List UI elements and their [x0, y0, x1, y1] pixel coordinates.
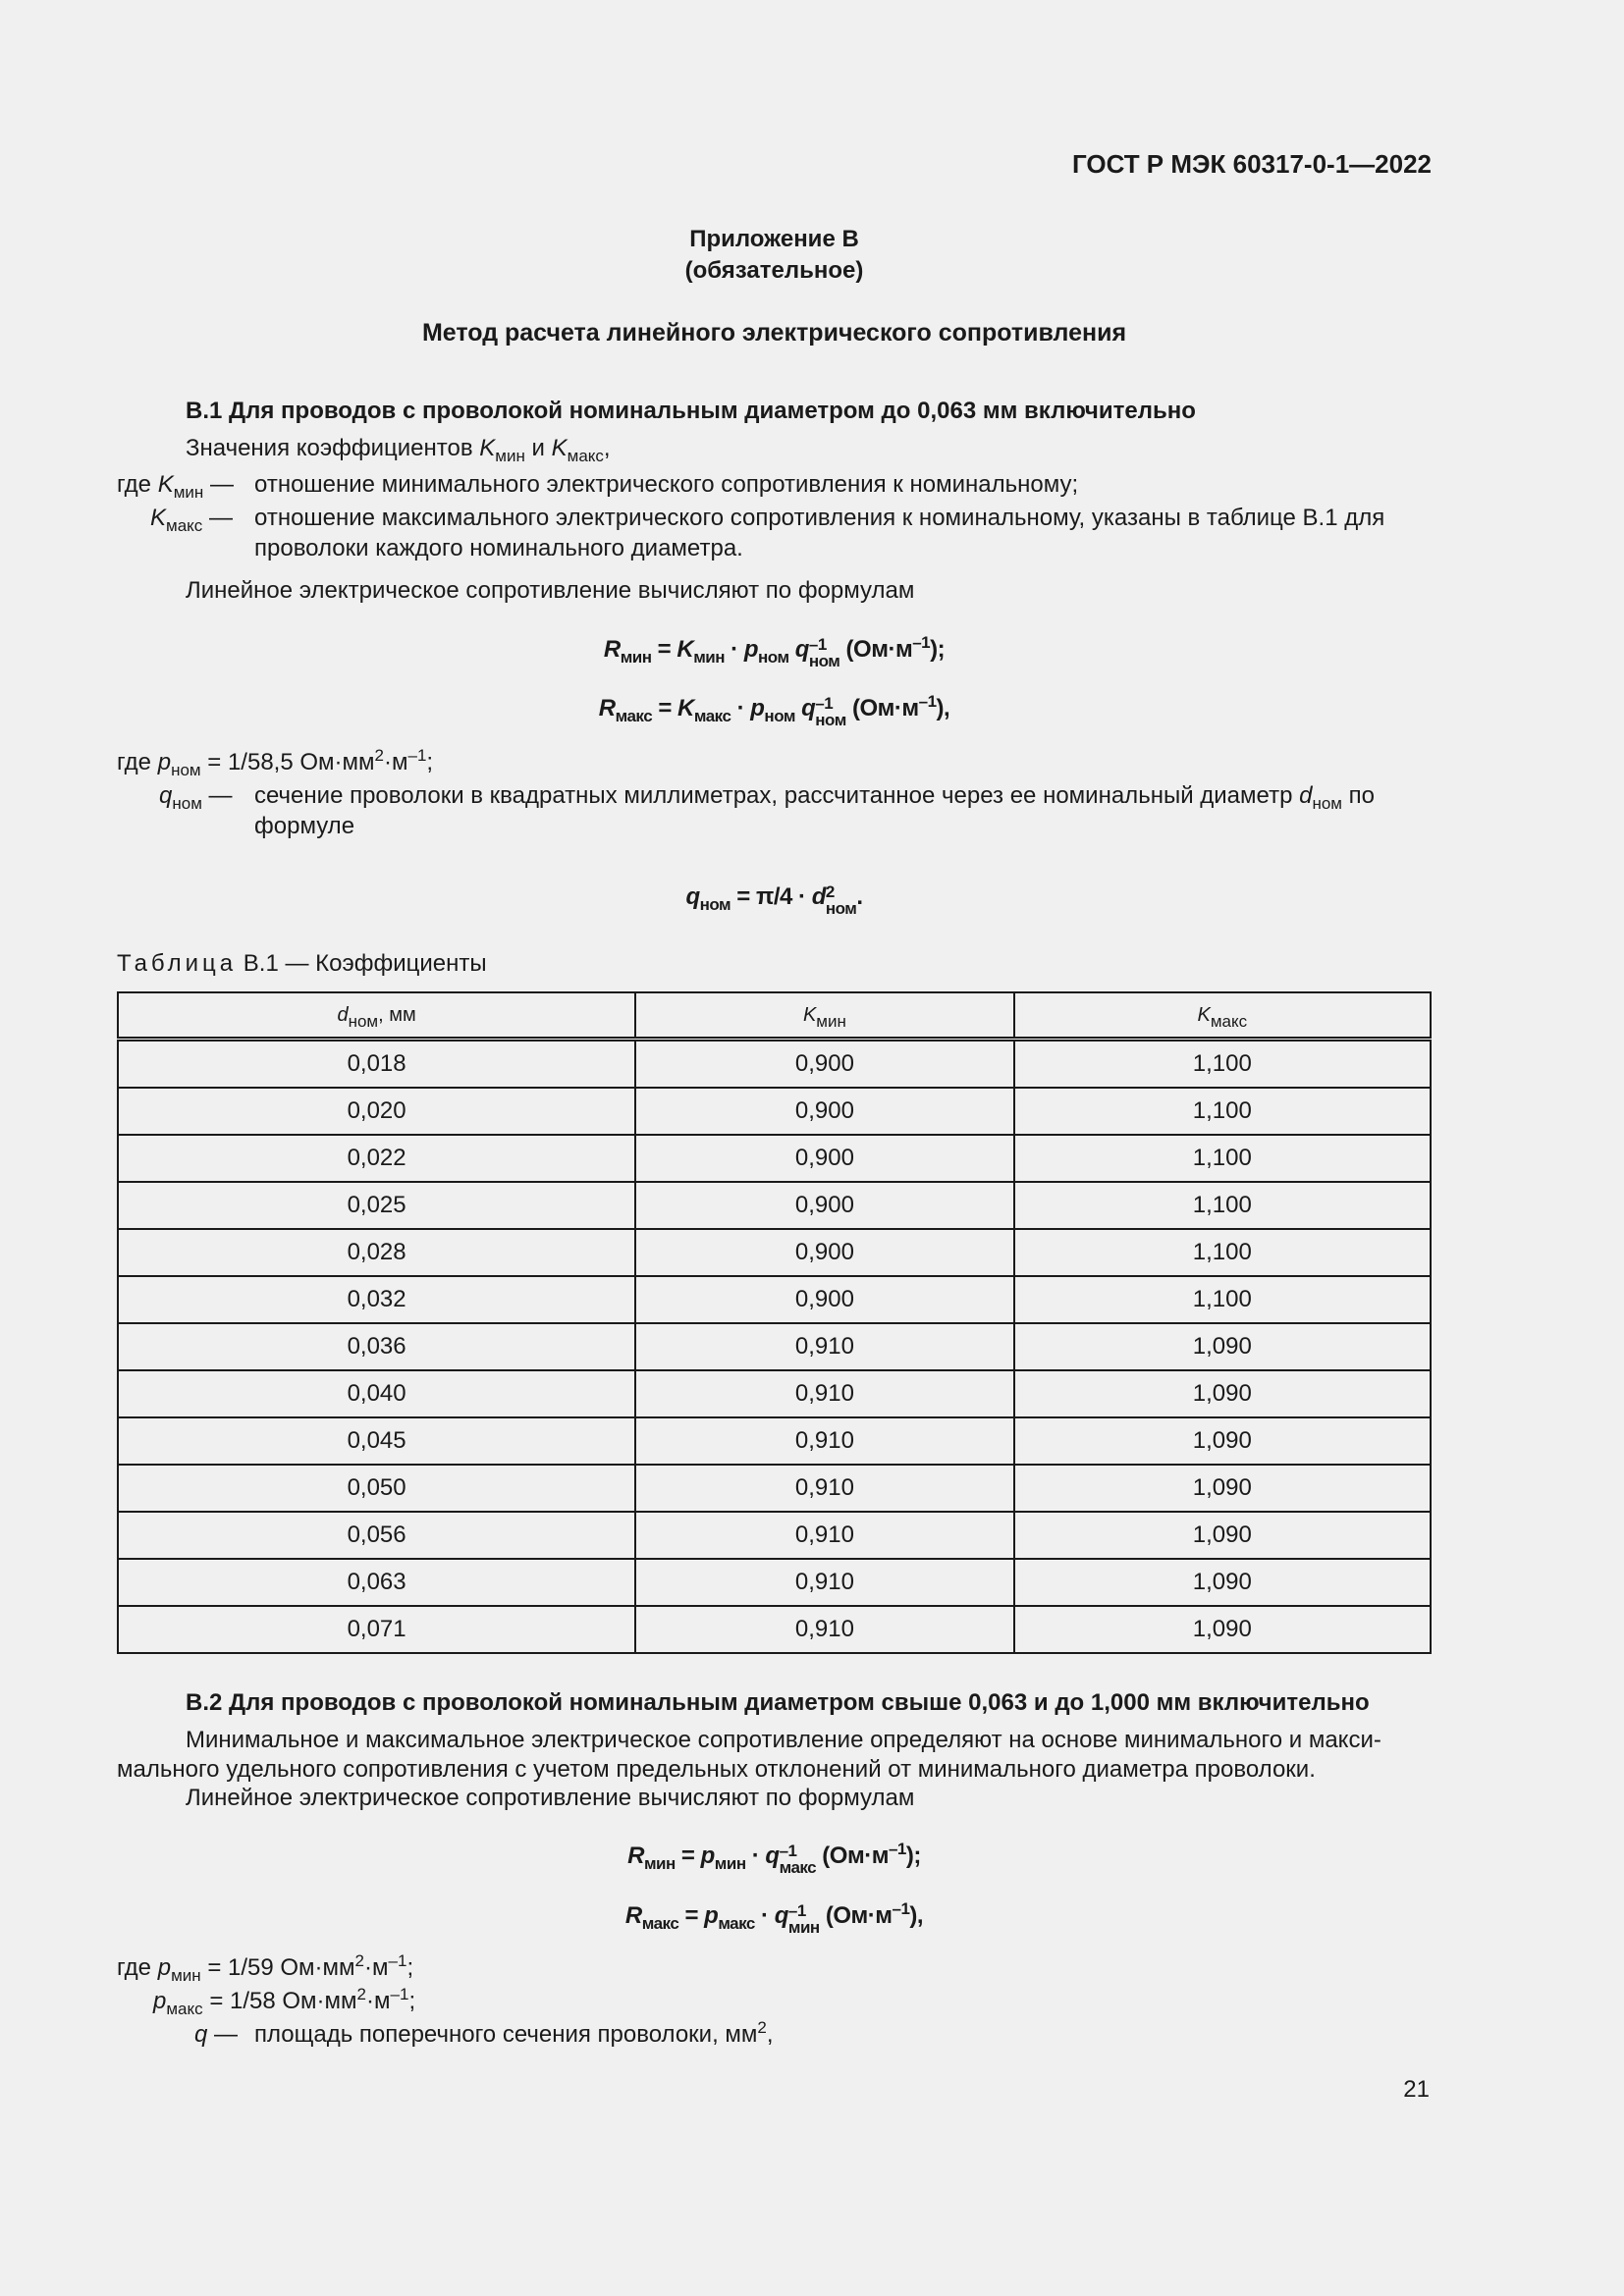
cell-k-min: 0,910	[635, 1606, 1013, 1653]
b2-para-line-2: мального удельного сопротивления с учетом предельных отклонений от минимального диаметра проволоки.	[117, 1756, 1316, 1783]
col-header-k-min: $K_{мин}$	[635, 992, 1013, 1040]
kmin-def-label: где $K_{мин}$ —	[117, 471, 234, 502]
col-header-d-nom: $d_{ном}$, мм	[118, 992, 635, 1040]
kmax-def-text-2: проволоки каждого номинального диаметра.	[254, 535, 743, 561]
cell-d-nom: 0,032	[118, 1276, 635, 1323]
col-header-k-max: $K_{макс}$	[1014, 992, 1431, 1040]
table-row	[118, 1606, 1431, 1653]
cell-k-min: 0,900	[635, 1088, 1013, 1135]
cell-k-max: 1,100	[1014, 1276, 1431, 1323]
cell-d-nom: 0,020	[118, 1088, 635, 1135]
table-row	[118, 1088, 1431, 1135]
formula-r-max-b2: $R_{макс} = p_{макс} \cdot q$ –1 мин $(Ом\cdot м^{-1})$,	[624, 1899, 924, 1937]
table-row	[118, 1512, 1431, 1559]
cell-d-nom: 0,040	[118, 1370, 635, 1417]
cell-d-nom: 0,025	[118, 1182, 635, 1229]
where-word-3: где	[117, 1954, 152, 1981]
section-b2-heading: В.2 Для проводов с проволокой номинальным диаметром свыше 0,063 и до 1,000 мм включительно	[186, 1689, 1370, 1716]
table-row	[118, 1559, 1431, 1606]
table-row	[118, 1370, 1431, 1417]
formula-r-min-b2: $R_{мин} = p_{мин} \cdot q$ –1 макс $(Ом\cdot м^{-1})$;	[627, 1840, 921, 1877]
q-def-label: q —	[194, 2021, 239, 2048]
page-number: 21	[1403, 2076, 1430, 2103]
cell-d-nom: 0,028	[118, 1229, 635, 1276]
q-nom-def-label: $q_{ном}$ —	[159, 782, 233, 813]
q-nom-def-text-1: сечение проволоки в квадратных миллиметрах, рассчитанное через ее номинальный диаметр $d_{ном}$ по	[254, 782, 1375, 813]
formula-intro-b1: Линейное электрическое сопротивление вычисляют по формулам	[186, 577, 915, 604]
q-def-text: площадь поперечного сечения проволоки, $мм^2$,	[254, 2018, 774, 2048]
cell-d-nom: 0,018	[118, 1040, 635, 1089]
cell-k-min: 0,910	[635, 1323, 1013, 1370]
q-desc: площадь поперечного сечения проволоки, мм	[254, 2021, 758, 2048]
table-header-row	[118, 992, 1431, 1040]
cell-d-nom: 0,063	[118, 1559, 635, 1606]
cell-k-min: 0,910	[635, 1370, 1013, 1417]
appendix-heading: Метод расчета линейного электрического сопротивления	[421, 319, 1127, 347]
cell-k-max: 1,090	[1014, 1417, 1431, 1465]
cell-k-max: 1,090	[1014, 1465, 1431, 1512]
b2-para-line-1: Минимальное и максимальное электрическое сопротивление определяют на основе минимального и макси-	[186, 1727, 1381, 1753]
cell-k-max: 1,090	[1014, 1370, 1431, 1417]
cell-k-max: 1,100	[1014, 1088, 1431, 1135]
table-row	[118, 1135, 1431, 1182]
cell-d-nom: 0,056	[118, 1512, 635, 1559]
formula-intro-b2: Линейное электрическое сопротивление вычисляют по формулам	[186, 1785, 915, 1811]
table-caption-number: В.1	[243, 950, 279, 977]
cell-d-nom: 0,045	[118, 1417, 635, 1465]
formula-r-min-b1: $R_{мин} = K_{мин} \cdot p_{ном}$ q –1 ном $(Ом\cdot м^{-1})$;	[603, 633, 946, 670]
section-b1-heading: В.1 Для проводов с проволокой номинальным диаметром до 0,063 мм включительно	[186, 398, 1196, 424]
cell-d-nom: 0,071	[118, 1606, 635, 1653]
table-caption-title: — Коэффициенты	[285, 950, 487, 977]
table-row	[118, 1182, 1431, 1229]
cell-k-min: 0,900	[635, 1135, 1013, 1182]
table-row	[118, 1229, 1431, 1276]
cell-k-max: 1,100	[1014, 1182, 1431, 1229]
rho-nom-value: = 1/58,5 Ом·мм	[207, 749, 375, 775]
table-caption	[117, 950, 487, 978]
q-nom-def-text-2: формуле	[254, 813, 355, 839]
and-word: и	[531, 435, 545, 461]
table-row	[118, 1323, 1431, 1370]
formula-r-max-b1: $R_{макс} = K_{макс} \cdot p_{ном}$ q –1 ном $(Ом\cdot м^{-1})$,	[598, 692, 950, 729]
kmax-def-label: $K_{макс}$ —	[150, 505, 233, 535]
q-desc-1: сечение проволоки в квадратных миллиметрах, рассчитанное через ее номинальный диаметр	[254, 782, 1293, 809]
cell-k-min: 0,910	[635, 1465, 1013, 1512]
cell-k-min: 0,900	[635, 1229, 1013, 1276]
cell-k-min: 0,910	[635, 1417, 1013, 1465]
table-row	[118, 1417, 1431, 1465]
formula-q-nom: $q_{ном} = \pi/4 \cdot d$ 2 ном .	[685, 882, 863, 918]
cell-k-min: 0,900	[635, 1040, 1013, 1089]
q-desc-2: по	[1348, 782, 1375, 809]
rho-max-def: $p_{макс} = 1/58$ $Ом\cdot мм^2\cdot м^{-1}$;	[153, 1985, 416, 2018]
cell-d-nom: 0,036	[118, 1323, 635, 1370]
cell-d-nom: 0,050	[118, 1465, 635, 1512]
kmin-def-text: отношение минимального электрического сопротивления к номинальному;	[254, 471, 1079, 498]
table-row	[118, 1040, 1431, 1089]
cell-k-max: 1,100	[1014, 1229, 1431, 1276]
rho-max-value: = 1/58 Ом·мм	[209, 1988, 357, 2014]
rho-min-value: = 1/59 Ом·мм	[207, 1954, 355, 1981]
where-word: где	[117, 471, 152, 498]
standard-code: ГОСТ Р МЭК 60317-0-1—2022	[1071, 149, 1432, 179]
cell-k-max: 1,090	[1014, 1512, 1431, 1559]
cell-k-min: 0,900	[635, 1182, 1013, 1229]
cell-k-min: 0,910	[635, 1512, 1013, 1559]
appendix-title: Приложение В	[689, 226, 859, 252]
cell-k-min: 0,900	[635, 1276, 1013, 1323]
appendix-status: (обязательное)	[684, 257, 864, 284]
where-word-2: где	[117, 749, 152, 775]
cell-d-nom: 0,022	[118, 1135, 635, 1182]
rho-nom-def: где $p_{ном} = 1/58,5$ $Ом\cdot мм^2\cdot м^{-1}$;	[117, 746, 434, 779]
table-row	[118, 1276, 1431, 1323]
table-row	[118, 1465, 1431, 1512]
coef-intro-line: Значения коэффициентов $K_{мин}$ и $K_{макс}$,	[186, 435, 611, 465]
table-caption-prefix: Таблица	[117, 950, 238, 977]
cell-k-min: 0,910	[635, 1559, 1013, 1606]
cell-k-max: 1,090	[1014, 1606, 1431, 1653]
cell-k-max: 1,100	[1014, 1135, 1431, 1182]
coefficients-table	[117, 991, 1432, 1654]
cell-k-max: 1,100	[1014, 1040, 1431, 1089]
rho-min-def: где $p_{мин} = 1/59$ $Ом\cdot мм^2\cdot м^{-1}$;	[117, 1951, 414, 1985]
coef-intro-text: Значения коэффициентов	[186, 435, 473, 461]
kmax-def-text-1: отношение максимального электрического сопротивления к номинальному, указаны в таблице В.1 для	[254, 505, 1385, 531]
cell-k-max: 1,090	[1014, 1559, 1431, 1606]
cell-k-max: 1,090	[1014, 1323, 1431, 1370]
